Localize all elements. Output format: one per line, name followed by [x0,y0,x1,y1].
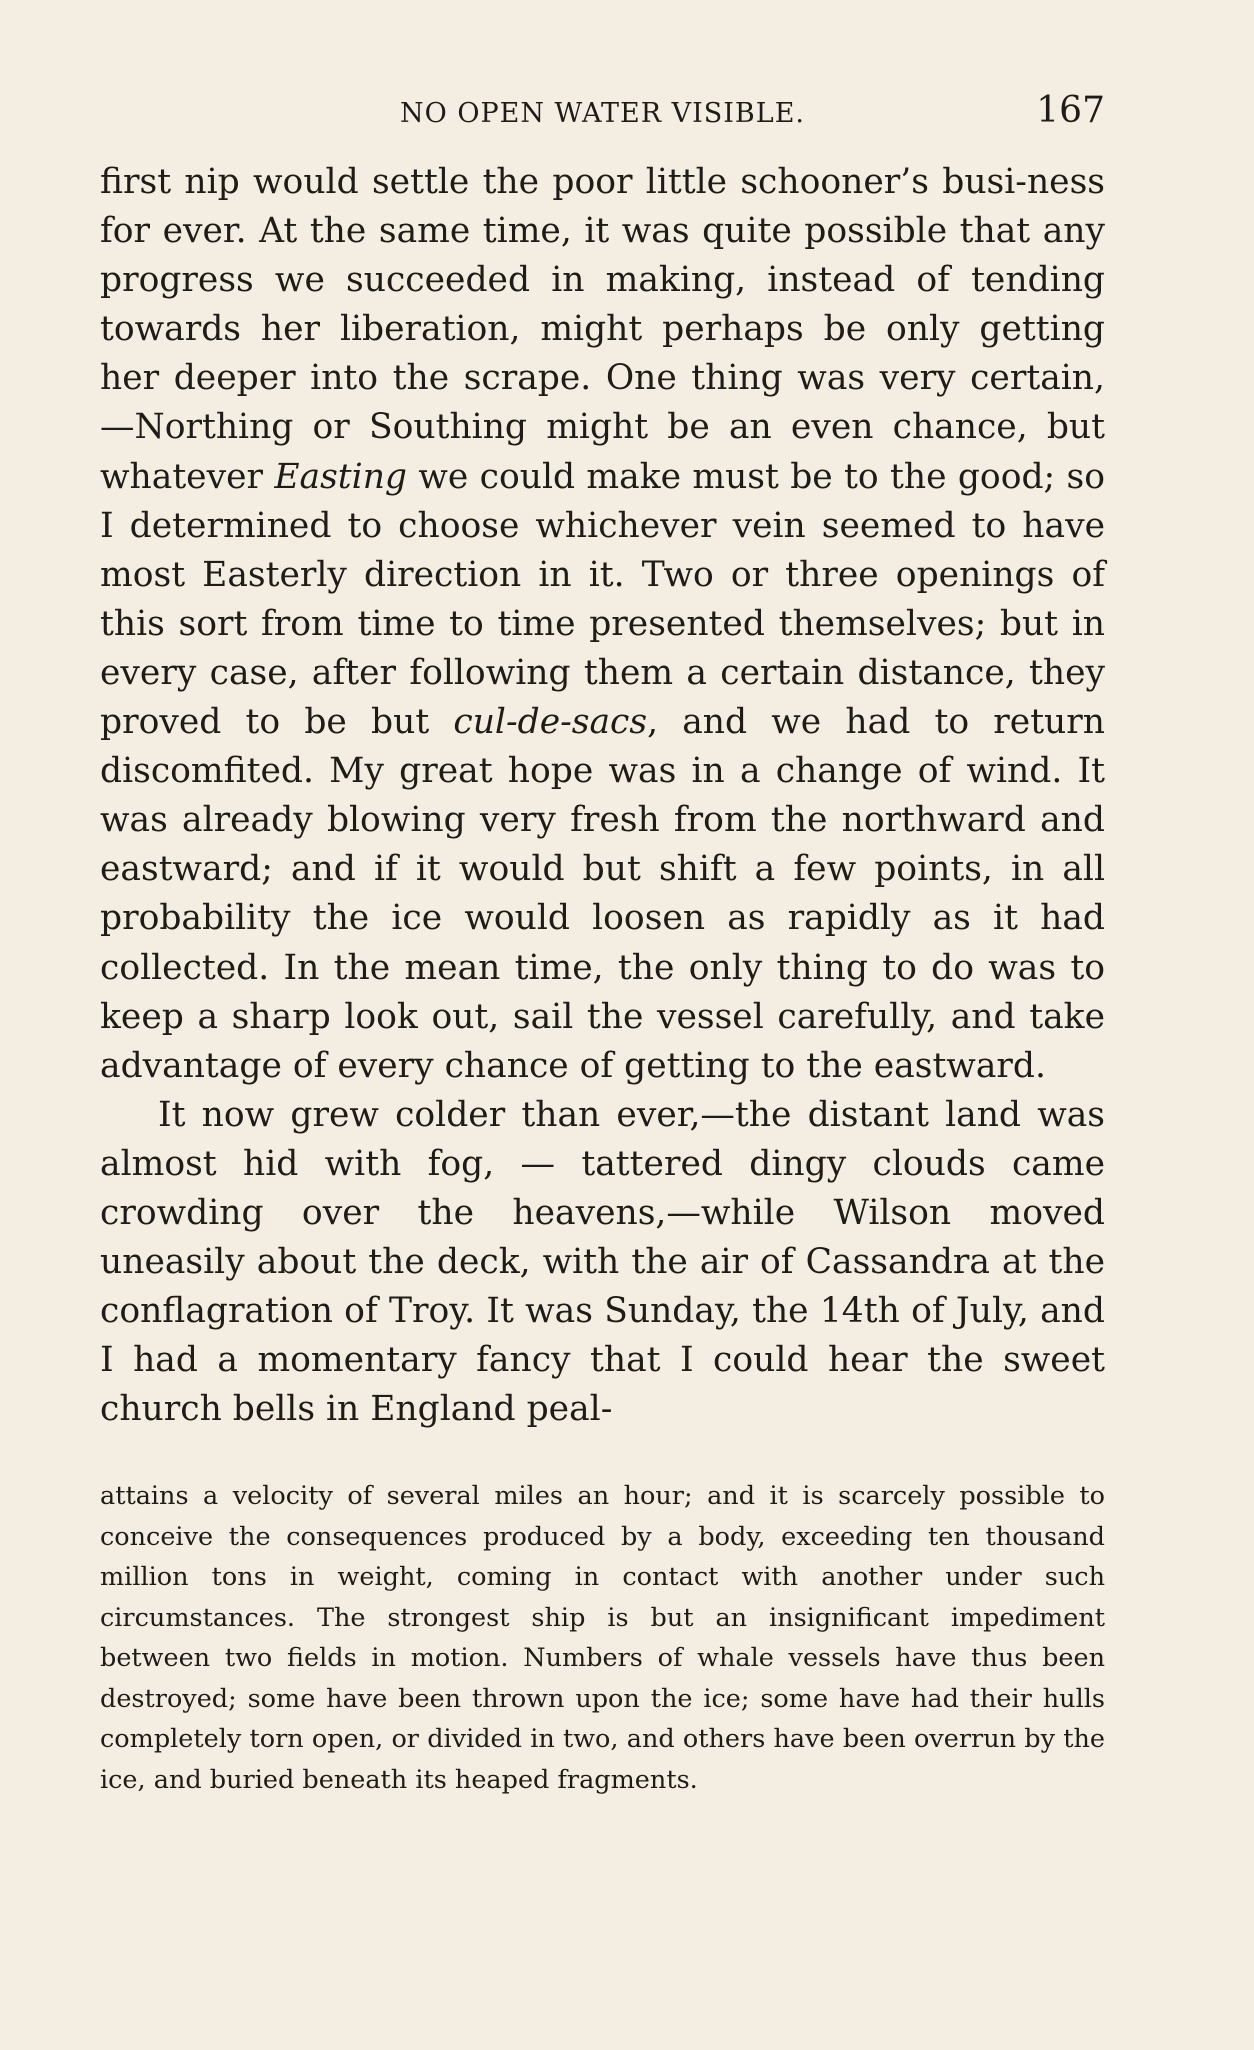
body-text [100,158,1105,1434]
paragraph-1 [100,158,1105,1091]
page-number: 167 [1036,90,1105,131]
footnote: attains a velocity of several miles an hour; and it is scarcely possible to conceive the consequences produced by a body, exceeding ten thousand million tons in weight, coming in contact with another under such circumstances. The strongest ship is but an insignificant impediment between two fields in motion. Numbers of whale vessels have thus been destroyed; some have been thrown upon the ice; some have had their hulls completely torn open, or divided in two, and others have been overrun by the ice, and buried beneath its heaped fragments. [100,1481,1105,1795]
paragraph-2: It now grew colder than ever,—the distant land was almost hid with fog, — tattered dingy clouds came crowding over the heavens,—while Wilson moved uneasily about the deck, with the air of Cassandra at the conflagration of Troy. It was Sunday, the 14th of July, and I had a momentary fancy that I could hear the sweet church bells in England peal- [100,1094,1105,1430]
paragraph-1-text-c: , and we had to return discomfited. My great hope was in a change of wind. It was already blowing very fresh from the northward and eastward; and if it would but shift a few points, in all probability the ice would loosen as rapidly as it had collected. In the mean time, the only thing to do was to keep a sharp look out, sail the vessel carefully, and take advantage of every chance of getting to the eastward. [100,702,1105,1086]
italic-cul-de-sacs: cul-de-sacs [453,702,648,743]
book-page [100,90,1105,1800]
paragraph-1-text-b: we could make must be to the good; so I determined to choose whichever vein seemed to have most Easterly direction in it. Two or three openings of this sort from time to time presented themselves; but in every case, after following them a certain distance, they proved to be but [100,456,1105,743]
italic-easting: Easting [274,456,408,497]
running-head [100,90,1105,140]
paragraph-1-text-a: first nip would settle the poor little schooner’s busi-ness for ever. At the same time, it was quite possible that any progress we succeeded in making, instead of tending towards her liberation, might perhaps be only getting her deeper into the scrape. One thing was very certain,—Northing or Southing might be an even chance, but whatever [100,162,1105,497]
running-title: NO OPEN WATER VISIBLE. [399,98,805,129]
